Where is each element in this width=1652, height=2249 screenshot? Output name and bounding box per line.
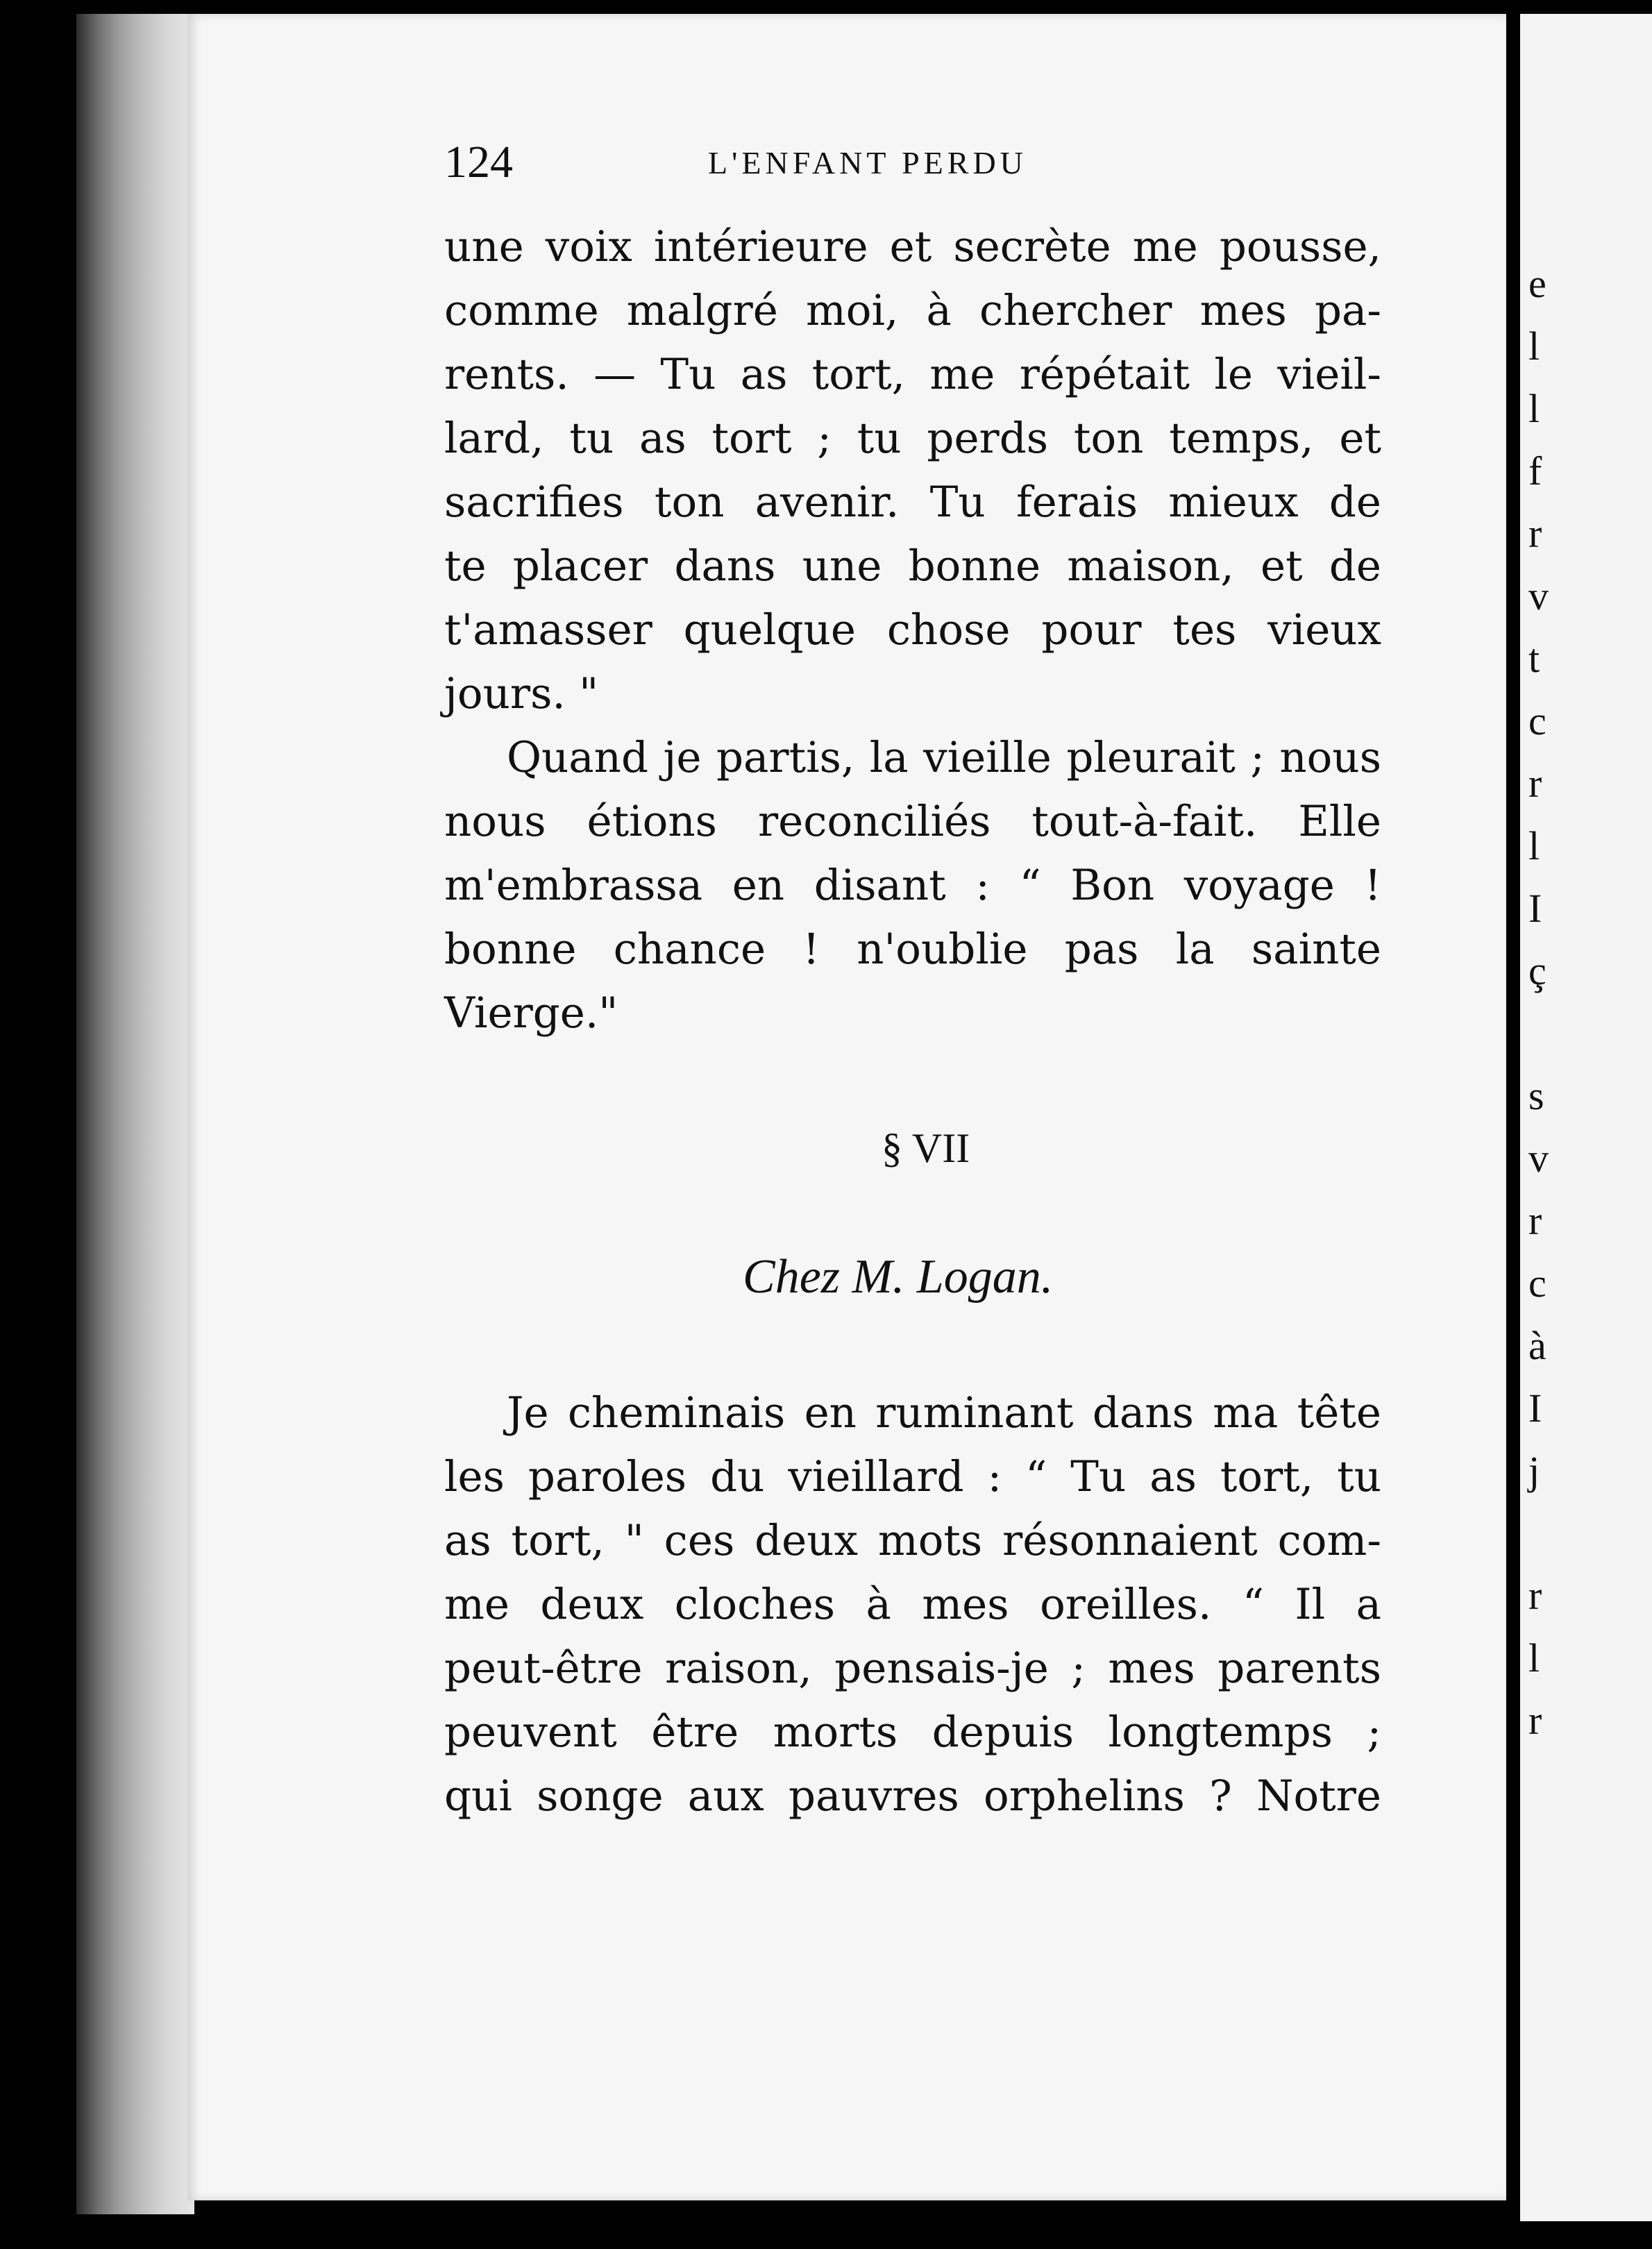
text-line: nous étions reconciliés tout-à-fait. Elle: [444, 797, 1381, 846]
page-header: [444, 136, 1097, 192]
text-line: as tort, " ces deux mots résonnaient com-: [444, 1516, 1381, 1565]
next-page-fragment: c: [1528, 698, 1546, 743]
next-page-edge: [1520, 14, 1652, 2221]
next-page-fragment: r: [1528, 1698, 1542, 1743]
next-page-fragment: r: [1528, 761, 1542, 806]
page-edges: [76, 14, 194, 2214]
text-line: lard, tu as tort ; tu perds ton temps, et: [444, 414, 1381, 463]
next-page-fragment: l: [1528, 1635, 1540, 1681]
next-page-fragment: ç: [1528, 948, 1546, 993]
text-line: rents. — Tu as tort, me répétait le vieil-: [444, 350, 1381, 399]
text-line: bonne chance ! n'oublie pas la sainte: [444, 925, 1381, 974]
text-line: t'amasser quelque chose pour tes vieux: [444, 605, 1381, 655]
next-page-fragment: r: [1528, 1573, 1542, 1618]
next-page-fragment: à: [1528, 1323, 1546, 1368]
text-line: Quand je partis, la vieille pleurait ; nous: [507, 733, 1381, 782]
text-line: m'embrassa en disant : “ Bon voyage !: [444, 861, 1381, 910]
paragraph-3: [444, 1381, 1381, 1828]
text-line: Vierge.": [444, 988, 618, 1038]
text-line: une voix intérieure et secrète me pousse,: [444, 222, 1381, 271]
text-line: te placer dans une bonne maison, et de: [444, 541, 1381, 591]
next-page-fragment: f: [1528, 448, 1542, 494]
next-page-fragment: c: [1528, 1261, 1546, 1306]
section-title: Chez M. Logan.: [743, 1250, 1054, 1304]
next-page-fragment: r: [1528, 511, 1542, 556]
next-page-fragment: v: [1528, 1136, 1549, 1181]
next-page-fragment: v: [1528, 573, 1549, 618]
next-page-fragment: s: [1528, 1073, 1544, 1118]
next-page-fragment: t: [1528, 636, 1540, 681]
running-title: L'ENFANT PERDU: [708, 145, 1027, 180]
next-page-fragment: e: [1528, 261, 1546, 306]
page-number: 124: [444, 137, 513, 187]
next-page-fragment: l: [1528, 323, 1540, 369]
next-page-fragment: j: [1528, 1448, 1540, 1493]
next-page-fragment: I: [1528, 886, 1542, 931]
text-line: Je cheminais en ruminant dans ma tête: [507, 1388, 1381, 1438]
next-page-fragment: l: [1528, 823, 1540, 868]
next-page-fragment: l: [1528, 386, 1540, 431]
next-page-fragment: r: [1528, 1198, 1542, 1243]
paragraph-2: [444, 726, 1381, 1045]
text-line: peut-être raison, pensais-je ; mes parents: [444, 1644, 1381, 1693]
text-line: sacrifies ton avenir. Tu ferais mieux de: [444, 478, 1381, 527]
book-gutter: [1506, 0, 1520, 2249]
text-line: me deux cloches à mes oreilles. “ Il a: [444, 1580, 1381, 1629]
text-line: peuvent être morts depuis longtemps ;: [444, 1708, 1381, 1757]
text-line: les paroles du vieillard : “ Tu as tort, tu: [444, 1452, 1381, 1501]
next-page-fragment: I: [1528, 1385, 1542, 1431]
text-line: qui songe aux pauvres orphelins ? Notre: [444, 1771, 1381, 1821]
paragraph-1: [444, 215, 1381, 726]
section-number: § VII: [882, 1125, 970, 1171]
text-line: jours. ": [444, 669, 599, 718]
text-line: comme malgré moi, à chercher mes pa-: [444, 286, 1381, 335]
